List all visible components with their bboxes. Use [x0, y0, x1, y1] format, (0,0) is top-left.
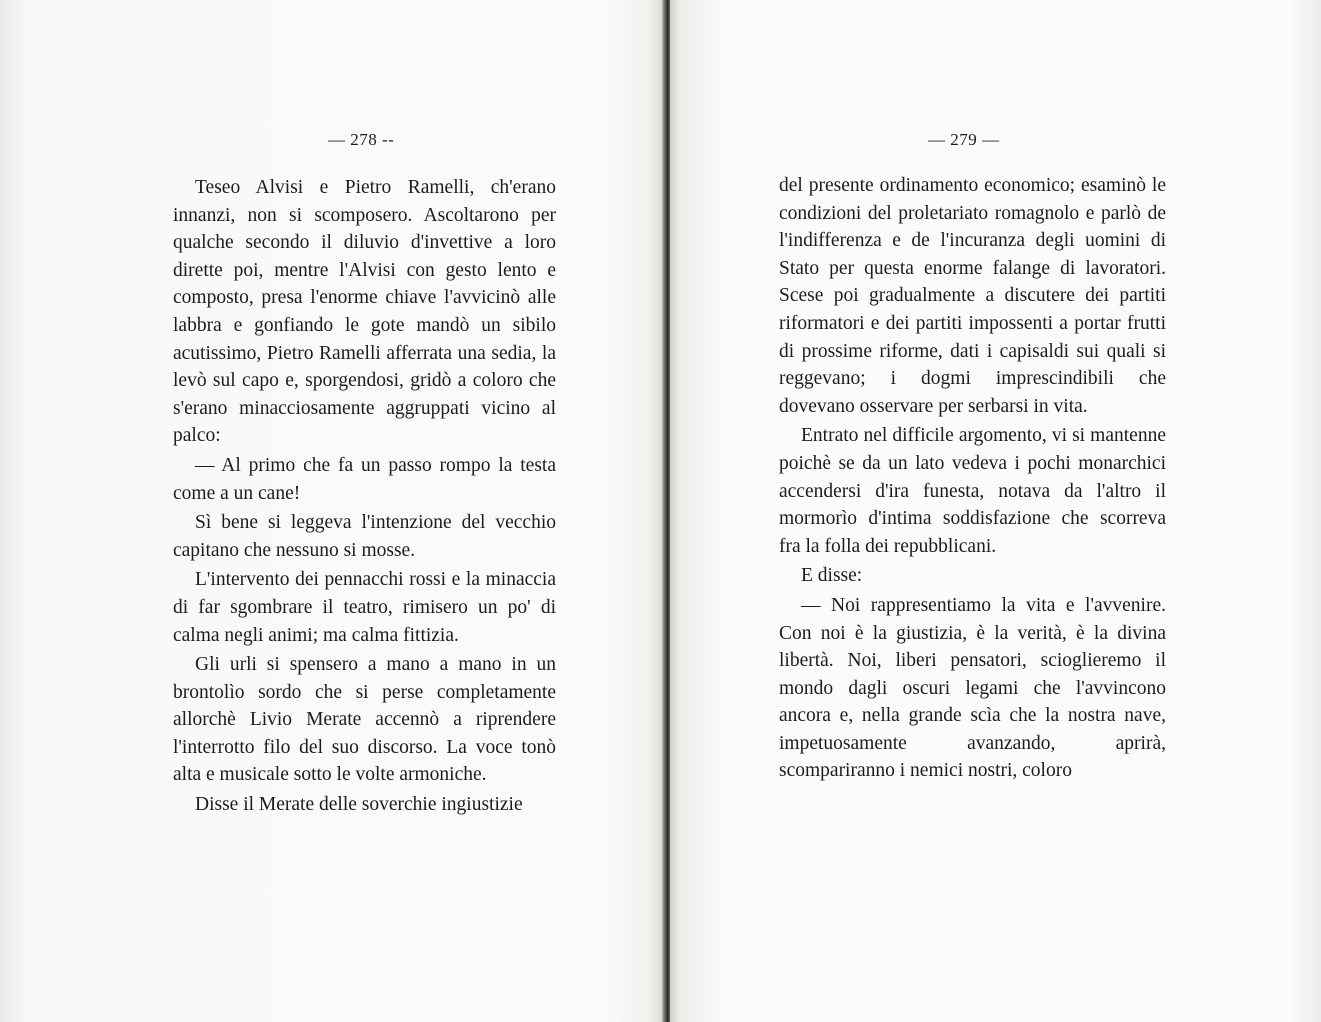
paragraph: — Noi rappresentiamo la vita e l'avvenire. Con noi è la giustizia, è la verità, è la divina libertà. Noi, liberi pensatori, scioglieremo il mondo dagli oscuri legami che l'avvincono ancora e, nella grande scìa che la nostra nave, impetuosamente avanzando, aprirà, scompariranno i nemici nostri, coloro — [779, 594, 1166, 782]
paragraph: L'intervento dei pennacchi rossi e la minaccia di far sgombrare il teatro, rimisero un po' di calma negli animi; ma calma fittizia. — [173, 569, 556, 646]
paragraph: Disse il Merate delle soverchie ingiustizie — [195, 794, 523, 816]
paragraph: del presente ordinamento economico; esaminò le condizioni del proletariato romagnolo e parlò de l'indifferenza e de l'incuranza degli uomini di Stato per questa enorme falange di lavoratori. Scese poi gradualmente a discutere dei partiti riformatori e dei partiti impossenti a portar frutti di prossime riforme, dati i capisaldi sui quali si reggevano; i dogmi imprescindibili che dovevano osservare per serbarsi in vita. — [779, 175, 1166, 417]
paragraph: Gli urli si spensero a mano a mano in un brontolìo sordo che si perse completamente allorchè Livio Merate accennò a riprendere l'interrotto filo del suo discorso. La voce tonò alta e musicale sotto le volte armoniche. — [173, 654, 556, 786]
right-page — [670, 0, 1321, 1022]
paragraph: Entrato nel difficile argomento, vi si mantenne poichè se da un lato vedeva i pochi monarchici accendersi d'ira funesta, notava da l'altro il mormorìo d'intima soddisfazione che scorreva fra la folla dei repubblicani. — [779, 425, 1166, 557]
page-number-left: — 278 -- — [328, 130, 395, 149]
paragraph: — Al primo che fa un passo rompo la testa come a un cane! — [173, 454, 556, 504]
right-page-text — [779, 172, 1166, 785]
page-number-right: — 279 — — [928, 130, 1000, 149]
left-page-text — [173, 174, 556, 819]
paragraph: E disse: — [801, 565, 863, 587]
paragraph: Sì bene si leggeva l'intenzione del vecchio capitano che nessuno si mosse. — [173, 512, 556, 561]
paragraph: Teseo Alvisi e Pietro Ramelli, ch'erano innanzi, non si scomposero. Ascoltarono per qualche secondo il diluvio d'invettive a loro dirette poi, mentre l'Alvisi con gesto lento e composto, presa l'enorme chiave l'avvicinò alle labbra e gonfiando le gote mandò un sibilo acutissimo, Pietro Ramelli afferrata una sedia, la levò sul capo e, sporgendosi, gridò a coloro che s'erano minacciosamente aggruppati vicino al palco: — [173, 177, 556, 447]
